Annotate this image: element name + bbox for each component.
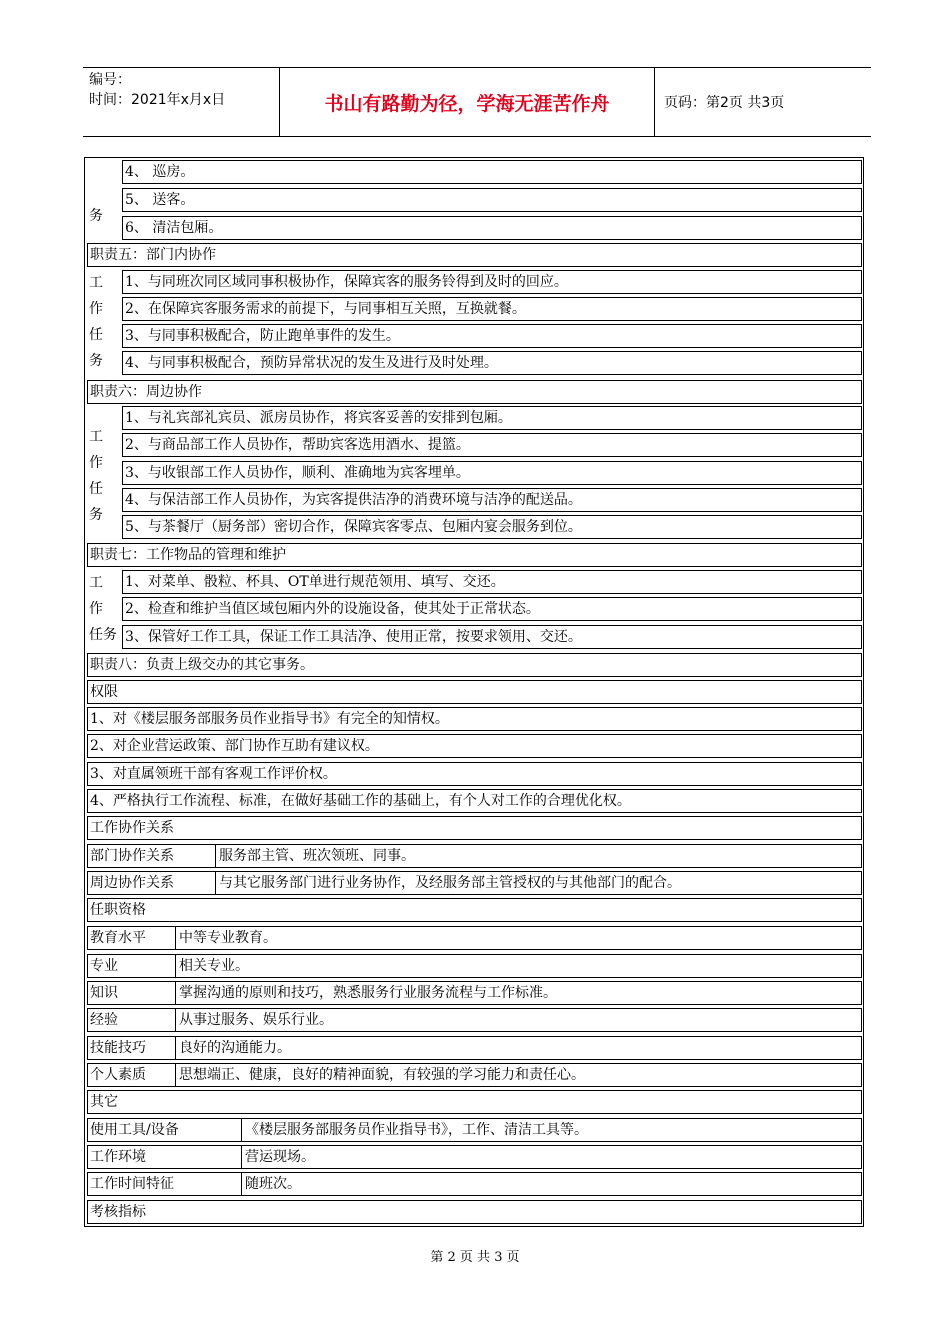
task-row: 4、与保洁部工作人员协作，为宾客提供洁净的消费环境与洁净的配送品。 — [122, 488, 862, 512]
qualification-value: 掌握沟通的原则和技巧，熟悉服务行业服务流程与工作标准。 — [179, 985, 557, 1001]
qualification-key: 知识 — [88, 982, 176, 1004]
relation-value: 服务部主管、班次领班、同事。 — [219, 848, 415, 864]
section-title-assessment: 考核指标 — [87, 1200, 862, 1224]
duty-title: 职责六：周边协作 — [87, 380, 862, 404]
header-meta — [83, 68, 280, 136]
other-key: 工作时间特征 — [88, 1173, 242, 1195]
section-title-other: 其它 — [87, 1090, 862, 1114]
other-value: 营运现场。 — [245, 1149, 315, 1165]
other-row — [87, 1145, 862, 1169]
qualification-row — [87, 954, 862, 978]
qualification-key: 技能技巧 — [88, 1037, 176, 1059]
qualification-value: 中等专业教育。 — [179, 930, 277, 946]
section-title-qualification: 任职资格 — [87, 898, 862, 922]
qualification-value: 思想端正、健康，良好的精神面貌，有较强的学习能力和责任心。 — [179, 1067, 585, 1083]
other-key: 使用工具/设备 — [88, 1119, 242, 1141]
relation-key: 周边协作关系 — [88, 872, 216, 894]
qualification-value: 从事过服务、娱乐行业。 — [179, 1012, 333, 1028]
page-header — [83, 67, 871, 137]
task-row: 2、检查和维护当值区域包厢内外的设施设备，使其处于正常状态。 — [122, 597, 862, 621]
qualification-key: 经验 — [88, 1009, 176, 1031]
qualification-value: 相关专业。 — [179, 958, 249, 974]
authority-item: 4、严格执行工作流程、标准，在做好基础工作的基础上，有个人对工作的合理优化权。 — [87, 789, 862, 813]
other-value: 随班次。 — [245, 1176, 301, 1192]
relation-row — [87, 844, 862, 868]
qualification-key: 教育水平 — [88, 927, 176, 949]
authority-item: 2、对企业营运政策、部门协作互助有建议权。 — [87, 734, 862, 758]
task-row: 1、与同班次同区域同事积极协作，保障宾客的服务铃得到及时的回应。 — [122, 270, 862, 294]
qualification-key: 专业 — [88, 955, 176, 977]
other-value: 《楼层服务部服务员作业指导书》，工作、清洁工具等。 — [245, 1122, 588, 1138]
qualification-row — [87, 1008, 862, 1032]
relation-key: 部门协作关系 — [88, 845, 216, 867]
qualification-row — [87, 926, 862, 950]
authority-item: 3、对直属领班干部有客观工作评价权。 — [87, 762, 862, 786]
task-row: 4、与同事积极配合，预防异常状况的发生及进行及时处理。 — [122, 351, 862, 375]
duty-title: 职责五：部门内协作 — [87, 243, 862, 267]
other-row — [87, 1172, 862, 1196]
task-row: 3、保管好工作工具，保证工作工具洁净、使用正常，按要求领用、交还。 — [122, 625, 862, 649]
task-row: 2、与商品部工作人员协作，帮助宾客选用酒水、提篮。 — [122, 433, 862, 457]
task-row: 3、与同事积极配合，防止跑单事件的发生。 — [122, 324, 862, 348]
task-row: 5、与茶餐厅（厨务部）密切合作，保障宾客零点、包厢内宴会服务到位。 — [122, 515, 862, 539]
header-motto: 书山有路勤为径，学海无涯苦作舟 — [280, 68, 655, 136]
duty-title: 职责八：负责上级交办的其它事务。 — [87, 653, 862, 677]
task-label-continued: 务 — [89, 208, 103, 224]
work-task-label: 工 作 任 务 — [89, 275, 103, 369]
qualification-row — [87, 981, 862, 1005]
work-task-label: 工 作 任 务 — [89, 429, 103, 523]
qualification-row — [87, 1036, 862, 1060]
document-date: 时间：2021年x月x日 — [89, 92, 226, 108]
duty-title: 职责七：工作物品的管理和维护 — [87, 543, 862, 567]
relation-row — [87, 871, 862, 895]
task-row: 1、与礼宾部礼宾员、派房员协作，将宾客妥善的安排到包厢。 — [122, 406, 862, 430]
document-number-label: 编号： — [89, 72, 131, 88]
task-row: 1、对菜单、骰粒、杯具、OT单进行规范领用、填写、交还。 — [122, 570, 862, 594]
task-row: 3、与收银部工作人员协作，顺利、准确地为宾客埋单。 — [122, 461, 862, 485]
qualification-value: 良好的沟通能力。 — [179, 1040, 291, 1056]
header-page-info: 页码：第2页 共3页 — [664, 95, 785, 111]
task-row: 2、在保障宾客服务需求的前提下，与同事相互关照，互换就餐。 — [122, 297, 862, 321]
page-footer: 第 2 页 共 3 页 — [430, 1250, 520, 1265]
authority-item: 1、对《楼层服务部服务员作业指导书》有完全的知情权。 — [87, 707, 862, 731]
task-row: 4、 巡房。 — [122, 160, 862, 184]
task-row: 5、 送客。 — [122, 188, 862, 212]
section-title-relations: 工作协作关系 — [87, 816, 862, 840]
relation-value: 与其它服务部门进行业务协作，及经服务部主管授权的与其他部门的配合。 — [219, 875, 681, 891]
qualification-key: 个人素质 — [88, 1064, 176, 1086]
section-title-authority: 权限 — [87, 680, 862, 704]
task-row: 6、 清洁包厢。 — [122, 216, 862, 240]
work-task-label: 工 作 任务 — [89, 575, 117, 643]
other-row — [87, 1118, 862, 1142]
qualification-row — [87, 1063, 862, 1087]
other-key: 工作环境 — [88, 1146, 242, 1168]
